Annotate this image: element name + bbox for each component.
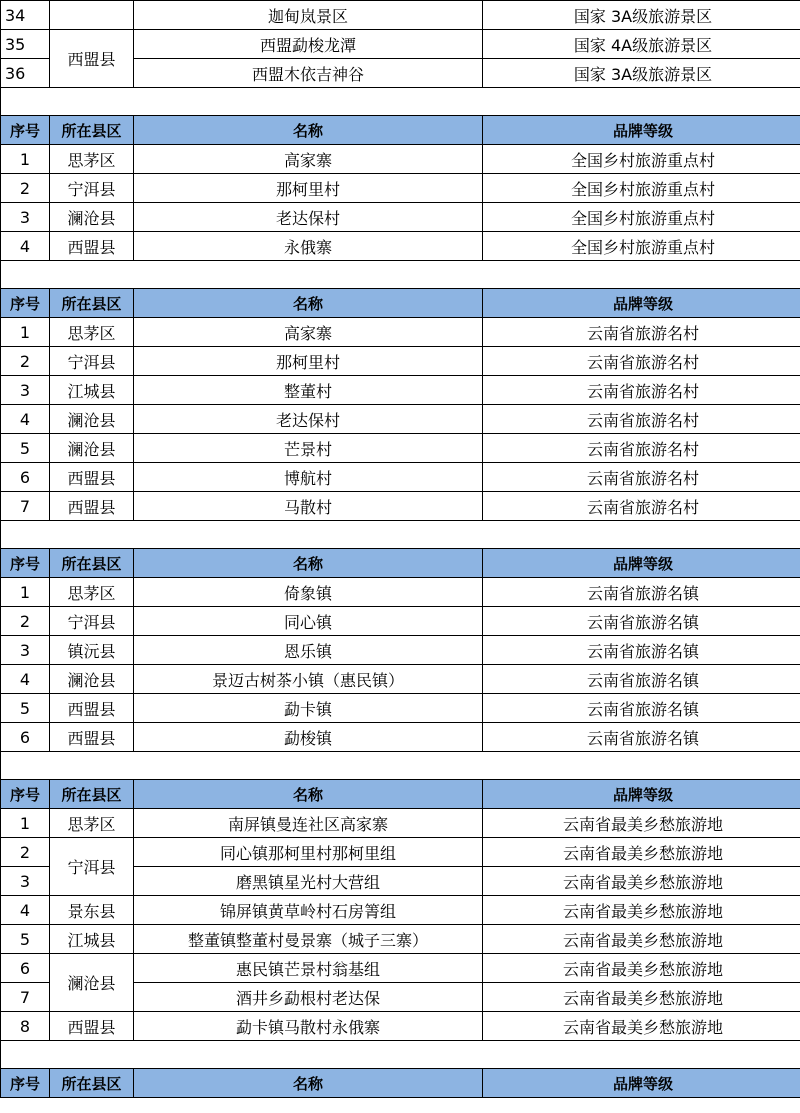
table-row [1, 145, 800, 174]
row-grade: 云南省最美乡愁旅游地 [483, 983, 800, 1012]
table-row [1, 405, 800, 434]
row-grade: 全国乡村旅游重点村 [483, 145, 800, 174]
row-county: 宁洱县 [50, 607, 134, 636]
row-grade: 云南省最美乡愁旅游地 [483, 896, 800, 925]
row-grade: 国家 3A级旅游景区 [483, 1, 800, 30]
row-grade: 云南省旅游名镇 [483, 723, 800, 752]
row-county [50, 1, 134, 30]
row-name: 南屏镇曼连社区高家寨 [134, 809, 483, 838]
table-body [1, 1, 800, 1098]
table-row [1, 809, 800, 838]
row-county: 镇沅县 [50, 636, 134, 665]
row-name: 磨黑镇星光村大营组 [134, 867, 483, 896]
header-grade: 品牌等级 [483, 1069, 800, 1098]
row-name: 老达保村 [134, 203, 483, 232]
header-no: 序号 [1, 1069, 50, 1098]
header-name: 名称 [134, 116, 483, 145]
table-row [1, 665, 800, 694]
row-no: 4 [1, 665, 50, 694]
row-grade: 全国乡村旅游重点村 [483, 232, 800, 261]
row-county: 宁洱县 [50, 174, 134, 203]
row-name: 迦甸岚景区 [134, 1, 483, 30]
table-row [1, 232, 800, 261]
header-row [1, 116, 800, 145]
row-name: 酒井乡勐根村老达保 [134, 983, 483, 1012]
header-county: 所在县区 [50, 289, 134, 318]
row-county: 景东县 [50, 896, 134, 925]
row-name: 马散村 [134, 492, 483, 521]
table-row [1, 30, 800, 59]
row-name: 博航村 [134, 463, 483, 492]
row-county: 思茅区 [50, 578, 134, 607]
table-row [1, 203, 800, 232]
row-no: 3 [1, 376, 50, 405]
table-row [1, 1012, 800, 1041]
table-row [1, 607, 800, 636]
header-county: 所在县区 [50, 1069, 134, 1098]
row-grade: 云南省旅游名村 [483, 347, 800, 376]
row-county: 澜沧县 [50, 203, 134, 232]
section-gap [1, 88, 800, 116]
row-county: 思茅区 [50, 318, 134, 347]
row-no: 4 [1, 232, 50, 261]
row-grade: 云南省最美乡愁旅游地 [483, 1012, 800, 1041]
row-name: 恩乐镇 [134, 636, 483, 665]
section-gap [1, 1041, 800, 1069]
table-row [1, 954, 800, 983]
empty-separator [1, 88, 800, 116]
row-name: 高家寨 [134, 145, 483, 174]
row-name: 同心镇那柯里村那柯里组 [134, 838, 483, 867]
row-grade: 国家 4A级旅游景区 [483, 30, 800, 59]
row-county: 西盟县 [50, 723, 134, 752]
row-grade: 云南省最美乡愁旅游地 [483, 925, 800, 954]
row-county: 澜沧县 [50, 405, 134, 434]
row-no: 6 [1, 723, 50, 752]
row-county: 思茅区 [50, 145, 134, 174]
table-row [1, 723, 800, 752]
header-name: 名称 [134, 1069, 483, 1098]
row-name: 永俄寨 [134, 232, 483, 261]
empty-separator [1, 261, 800, 289]
row-county: 西盟县 [50, 30, 134, 88]
row-grade: 国家 3A级旅游景区 [483, 59, 800, 88]
row-no: 36 [1, 59, 50, 88]
table-row [1, 838, 800, 867]
table-row [1, 347, 800, 376]
row-name: 锦屏镇黄草岭村石房箐组 [134, 896, 483, 925]
empty-separator [1, 752, 800, 780]
header-name: 名称 [134, 289, 483, 318]
row-name: 芒景村 [134, 434, 483, 463]
row-county: 西盟县 [50, 1012, 134, 1041]
section-gap [1, 521, 800, 549]
row-grade: 全国乡村旅游重点村 [483, 174, 800, 203]
row-no: 7 [1, 492, 50, 521]
header-no: 序号 [1, 116, 50, 145]
empty-separator [1, 1041, 800, 1069]
row-grade: 云南省旅游名镇 [483, 665, 800, 694]
row-grade: 云南省旅游名村 [483, 492, 800, 521]
section-gap [1, 752, 800, 780]
row-county: 宁洱县 [50, 838, 134, 896]
row-county: 西盟县 [50, 463, 134, 492]
row-name: 勐卡镇 [134, 694, 483, 723]
row-no: 3 [1, 867, 50, 896]
row-no: 1 [1, 145, 50, 174]
row-no: 4 [1, 896, 50, 925]
row-grade: 云南省旅游名村 [483, 434, 800, 463]
header-grade: 品牌等级 [483, 780, 800, 809]
row-grade: 云南省旅游名镇 [483, 636, 800, 665]
table-row [1, 492, 800, 521]
row-no: 3 [1, 203, 50, 232]
header-grade: 品牌等级 [483, 549, 800, 578]
header-no: 序号 [1, 780, 50, 809]
header-row [1, 289, 800, 318]
row-grade: 云南省旅游名村 [483, 376, 800, 405]
row-county: 西盟县 [50, 232, 134, 261]
row-grade: 云南省最美乡愁旅游地 [483, 809, 800, 838]
row-county: 澜沧县 [50, 954, 134, 1012]
header-row [1, 549, 800, 578]
row-grade: 云南省旅游名镇 [483, 607, 800, 636]
empty-separator [1, 521, 800, 549]
row-name: 勐卡镇马散村永俄寨 [134, 1012, 483, 1041]
row-name: 惠民镇芒景村翁基组 [134, 954, 483, 983]
row-name: 老达保村 [134, 405, 483, 434]
row-no: 2 [1, 174, 50, 203]
row-no: 3 [1, 636, 50, 665]
table-row [1, 578, 800, 607]
table-row [1, 925, 800, 954]
row-name: 高家寨 [134, 318, 483, 347]
header-no: 序号 [1, 289, 50, 318]
row-county: 江城县 [50, 925, 134, 954]
row-grade: 云南省旅游名镇 [483, 694, 800, 723]
row-no: 2 [1, 607, 50, 636]
row-no: 2 [1, 838, 50, 867]
header-name: 名称 [134, 549, 483, 578]
row-grade: 云南省旅游名镇 [483, 578, 800, 607]
row-grade: 云南省最美乡愁旅游地 [483, 867, 800, 896]
row-county: 西盟县 [50, 492, 134, 521]
row-name: 整董镇整董村曼景寨（城子三寨） [134, 925, 483, 954]
header-name: 名称 [134, 780, 483, 809]
table-row [1, 376, 800, 405]
table-row [1, 1, 800, 30]
row-no: 1 [1, 578, 50, 607]
row-county: 江城县 [50, 376, 134, 405]
row-grade: 云南省旅游名村 [483, 405, 800, 434]
header-grade: 品牌等级 [483, 116, 800, 145]
row-grade: 云南省最美乡愁旅游地 [483, 954, 800, 983]
table-row [1, 896, 800, 925]
row-name: 西盟勐梭龙潭 [134, 30, 483, 59]
row-name: 那柯里村 [134, 174, 483, 203]
row-county: 澜沧县 [50, 434, 134, 463]
row-grade: 云南省旅游名村 [483, 463, 800, 492]
row-no: 6 [1, 954, 50, 983]
row-county: 思茅区 [50, 809, 134, 838]
section-gap [1, 261, 800, 289]
row-no: 1 [1, 809, 50, 838]
row-name: 同心镇 [134, 607, 483, 636]
header-grade: 品牌等级 [483, 289, 800, 318]
row-no: 5 [1, 434, 50, 463]
header-county: 所在县区 [50, 116, 134, 145]
header-no: 序号 [1, 549, 50, 578]
row-name: 倚象镇 [134, 578, 483, 607]
row-county: 澜沧县 [50, 665, 134, 694]
row-name: 整董村 [134, 376, 483, 405]
row-no: 35 [1, 30, 50, 59]
row-name: 那柯里村 [134, 347, 483, 376]
table-row [1, 434, 800, 463]
row-grade: 全国乡村旅游重点村 [483, 203, 800, 232]
row-no: 2 [1, 347, 50, 376]
table-row [1, 694, 800, 723]
row-no: 7 [1, 983, 50, 1012]
row-grade: 云南省最美乡愁旅游地 [483, 838, 800, 867]
row-county: 西盟县 [50, 694, 134, 723]
header-row [1, 1069, 800, 1098]
row-county: 宁洱县 [50, 347, 134, 376]
table-row [1, 174, 800, 203]
header-county: 所在县区 [50, 549, 134, 578]
row-no: 4 [1, 405, 50, 434]
row-grade: 云南省旅游名村 [483, 318, 800, 347]
row-no: 5 [1, 925, 50, 954]
row-no: 6 [1, 463, 50, 492]
row-no: 34 [1, 1, 50, 30]
table-row [1, 636, 800, 665]
row-name: 勐梭镇 [134, 723, 483, 752]
header-county: 所在县区 [50, 780, 134, 809]
row-no: 8 [1, 1012, 50, 1041]
table-row [1, 318, 800, 347]
header-row [1, 780, 800, 809]
row-name: 西盟木依吉神谷 [134, 59, 483, 88]
row-no: 5 [1, 694, 50, 723]
row-no: 1 [1, 318, 50, 347]
table-row [1, 463, 800, 492]
row-name: 景迈古树茶小镇（惠民镇） [134, 665, 483, 694]
